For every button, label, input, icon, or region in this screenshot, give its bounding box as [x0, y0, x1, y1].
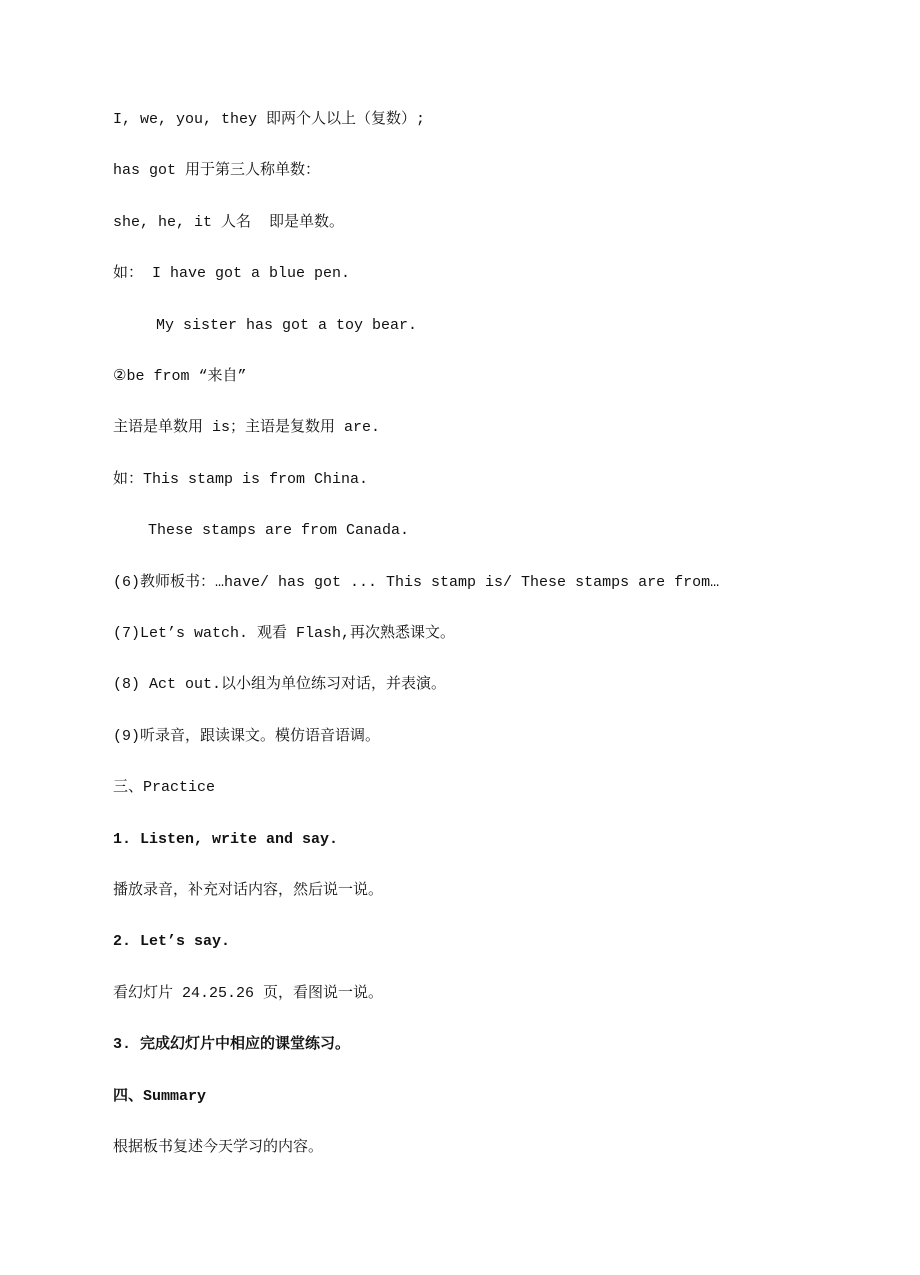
- text-line: (6)教师板书：…have/ has got ... This stamp is/ These stamps are from…: [113, 573, 720, 591]
- text-line: she, he, it 人名 即是单数。: [113, 213, 345, 231]
- text-line: 2. Let’s say.: [113, 933, 231, 951]
- text-line: (9)听录音，跟读课文。模仿语音语调。: [113, 727, 381, 745]
- text-line: These stamps are from Canada.: [148, 522, 410, 540]
- text-line: (7)Let’s watch. 观看 Flash,再次熟悉课文。: [113, 625, 456, 642]
- text-line: (8) Act out.以小组为单位练习对话，并表演。: [113, 676, 447, 694]
- text-line: 根据板书复述今天学习的内容。: [113, 1139, 324, 1156]
- text-line: 主语是单数用 is；主语是复数用 are.: [113, 419, 381, 437]
- text-line: My sister has got a toy bear.: [156, 316, 418, 334]
- text-line: ②be from “来自”: [113, 368, 247, 385]
- text-line: 四、Summary: [113, 1087, 207, 1105]
- text-line: 如： I have got a blue pen.: [113, 265, 351, 283]
- text-line: 播放录音，补充对话内容，然后说一说。: [113, 882, 384, 899]
- text-line: 看幻灯片 24.25.26 页，看图说一说。: [113, 984, 384, 1002]
- text-line: 1. Listen, write and say.: [113, 830, 339, 848]
- text-line: 三、Practice: [113, 779, 216, 797]
- text-line: I, we, you, they 即两个人以上（复数）;: [113, 111, 426, 128]
- text-line: 3. 完成幻灯片中相应的课堂练习。: [113, 1036, 351, 1054]
- text-line: 如：This stamp is from China.: [113, 470, 369, 488]
- text-line: has got 用于第三人称单数：: [113, 162, 321, 180]
